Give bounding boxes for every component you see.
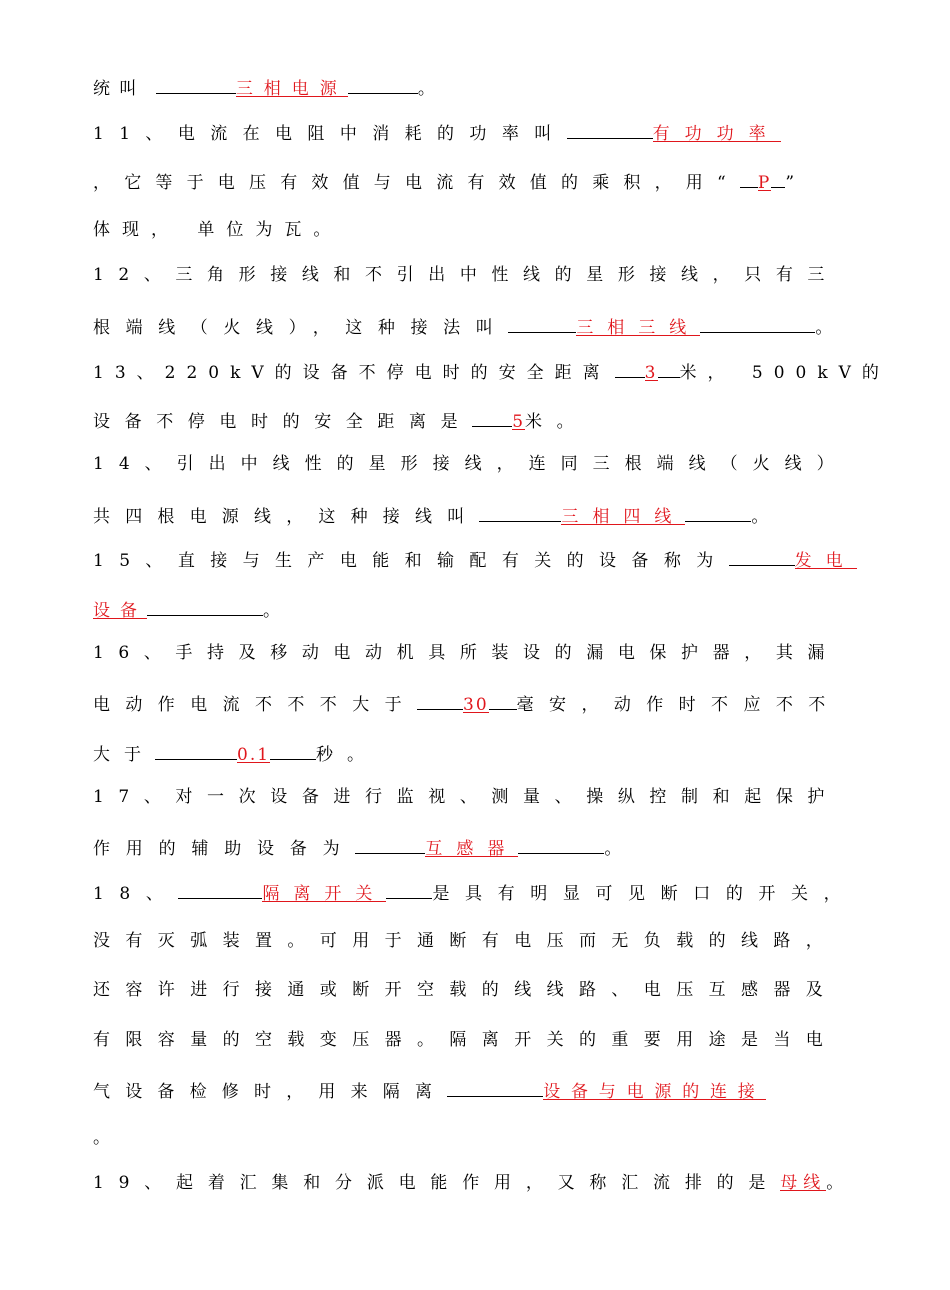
blank [740, 168, 758, 188]
answer-text: 30 [463, 695, 489, 715]
blank [685, 502, 751, 522]
line-text: 是具有明显可见断口的开关， [432, 884, 857, 904]
line-text: 体现， 单位为瓦。 [93, 220, 343, 240]
blank [178, 879, 262, 899]
line-text: 气设备检修时，用来隔离 [93, 1082, 448, 1102]
text-line [93, 218, 342, 242]
answer-text: 三相四线 [561, 507, 686, 527]
text-line [93, 690, 841, 717]
blank [355, 834, 425, 854]
line-text: 共四根电源线，这种接线叫 [93, 507, 480, 527]
text-line [93, 358, 890, 385]
line-text: 。 [604, 839, 638, 859]
text-line [93, 407, 588, 434]
answer-text: 有功功率 [652, 124, 781, 144]
text-line [93, 978, 838, 1002]
line-text: 电动作电流不不不大于 [93, 695, 417, 715]
blank [156, 74, 236, 94]
blank [147, 596, 263, 616]
line-text: 13、220kV的设备不停电时的安全距离 [93, 363, 611, 383]
line-text: 14、引出中线性的星形接线，连同三根端线（火线） [93, 454, 849, 474]
blank [771, 168, 785, 188]
text-line [93, 452, 849, 476]
line-text: 秒。 [316, 745, 379, 765]
blank [658, 358, 680, 378]
line-text: 根端线（火线），这种接法叫 [93, 318, 509, 338]
answer-text: 5 [512, 412, 526, 432]
blank [348, 74, 418, 94]
text-line [93, 168, 808, 195]
line-text: 大于 [93, 745, 155, 765]
text-line [93, 834, 637, 861]
blank [270, 740, 316, 760]
line-text: 米。 [525, 412, 589, 432]
blank [567, 119, 653, 139]
line-text: 16、手持及移动电动机具所装设的漏电保护器，其漏 [93, 643, 840, 663]
line-text: 15、直接与生产电能和输配有关的设备称为 [93, 551, 729, 571]
blank [489, 690, 517, 710]
line-text: 米， 500kV的 [679, 363, 890, 383]
text-line [93, 785, 839, 809]
line-text: 统叫 [93, 79, 146, 99]
line-text: 作用的辅助设备为 [93, 839, 356, 859]
answer-text: 设备与电源的连接 [543, 1082, 766, 1102]
text-line [93, 929, 838, 953]
line-text: 17、对一次设备进行监视、测量、操纵控制和起保护 [93, 787, 840, 807]
answer-text: 隔离开关 [262, 884, 387, 904]
blank [386, 879, 432, 899]
answer-text: 三相三线 [576, 318, 701, 338]
line-text: 。 [93, 1128, 120, 1148]
line-text: 。 [815, 318, 848, 338]
text-line [93, 1171, 858, 1195]
line-text: 19、起着汇集和分派电能作用，又称汇流排的是 [93, 1173, 781, 1193]
line-text: 12、三角形接线和不引出中性线的星形接线，只有三 [93, 265, 840, 285]
blank [447, 1077, 543, 1097]
line-text: 有限容量的空载变压器。隔离开关的重要用途是当电 [93, 1030, 839, 1050]
answer-text: P [757, 173, 772, 193]
text-line [93, 1028, 838, 1052]
line-text: 毫安，动作时不应不不 [516, 695, 841, 715]
line-text: ” [785, 173, 809, 193]
line-text: 没有灭弧装置。可用于通断有电压而无负载的线路， [93, 931, 839, 951]
blank [155, 740, 237, 760]
answer-text: 三相电源 [235, 79, 348, 99]
blank [615, 358, 645, 378]
answer-text: 发电 [794, 551, 857, 571]
blank [472, 407, 512, 427]
text-line [93, 74, 444, 101]
text-line [93, 1126, 119, 1150]
blank [479, 502, 561, 522]
line-text: 还容许进行接通或断开空载的线线路、电压互感器及 [93, 980, 839, 1000]
answer-text: 0.1 [237, 745, 271, 765]
blank [729, 546, 795, 566]
line-text: 11、电流在电阻中消耗的功率叫 [93, 124, 567, 144]
text-line [93, 119, 781, 146]
text-line [93, 546, 857, 573]
line-text: ，它等于电压有效值与电流有效值的乘积，用“ [93, 173, 740, 193]
text-line [93, 596, 289, 623]
text-line [93, 263, 839, 287]
blank [508, 313, 576, 333]
text-line [93, 641, 839, 665]
text-line [93, 740, 378, 767]
line-text: 18、 [93, 884, 179, 904]
line-text: 。 [751, 507, 784, 527]
text-line [93, 1077, 766, 1104]
answer-text: 设备 [93, 601, 147, 621]
text-line [93, 879, 856, 906]
blank [518, 834, 604, 854]
text-line [93, 313, 848, 340]
line-text: 。 [417, 79, 445, 99]
line-text: 。 [826, 1173, 859, 1193]
blank [417, 690, 463, 710]
line-text: 设备不停电时的安全距离是 [93, 412, 473, 432]
answer-text: 3 [644, 363, 658, 383]
answer-text: 互感器 [425, 839, 519, 859]
answer-text: 母线 [780, 1173, 827, 1193]
line-text: 。 [263, 601, 290, 621]
text-line [93, 502, 784, 529]
blank [700, 313, 815, 333]
